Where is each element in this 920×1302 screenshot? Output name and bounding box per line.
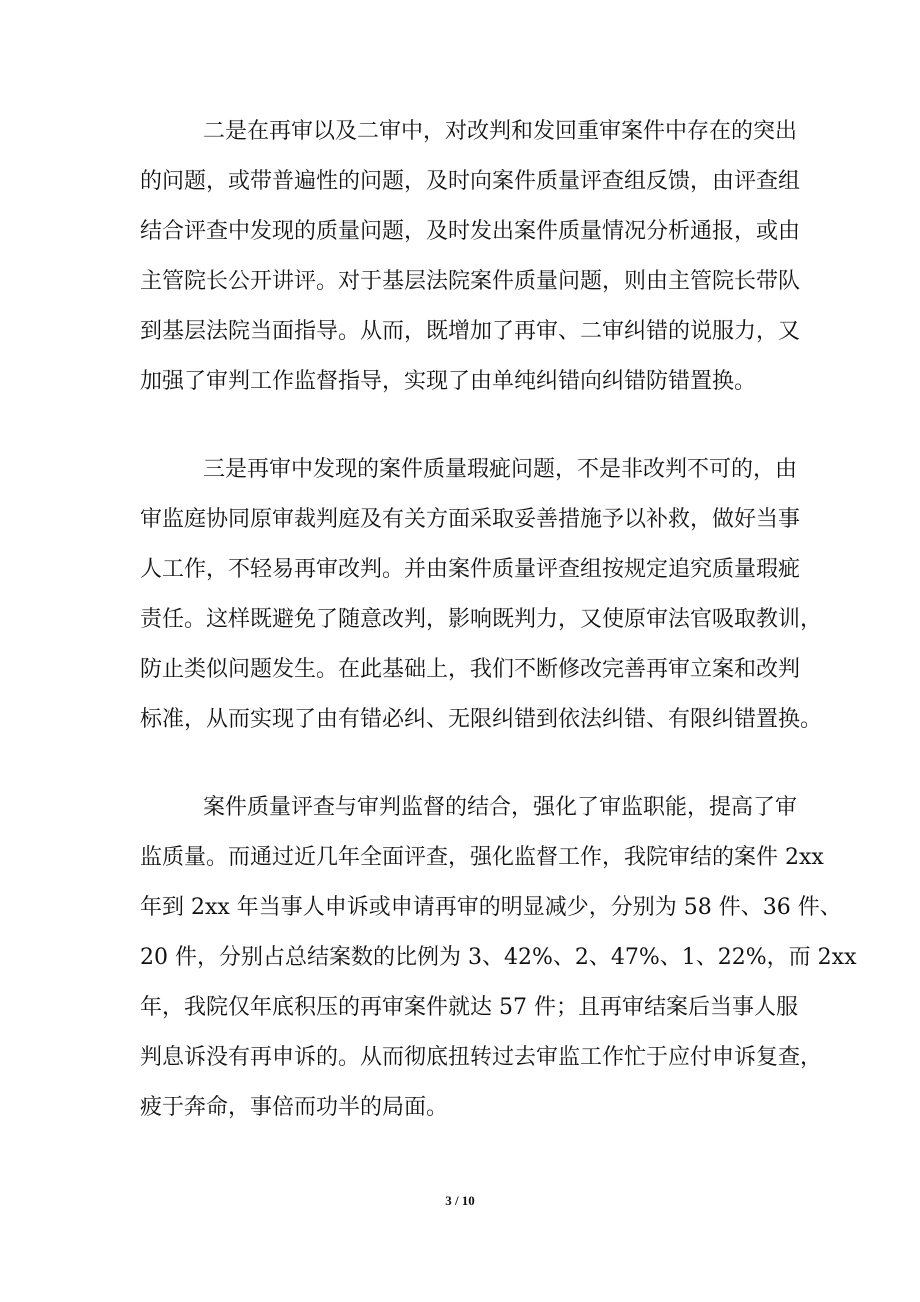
- paragraph-line: 判息诉没有再申诉的。从而彻底扭转过去审监工作忙于应付申诉复查，: [140, 1045, 823, 1070]
- paragraph-line: 加强了审判工作监督指导，实现了由单纯纠错向纠错防错置换。: [140, 369, 757, 394]
- paragraph-line: 防止类似问题发生。在此基础上，我们不断修改完善再审立案和改判: [140, 657, 801, 682]
- paragraph-line: 责任。这样既避免了随意改判，影响既判力，又使原审法官吸取教训，: [140, 607, 823, 632]
- paragraph-line: 案件质量评查与审判监督的结合，强化了审监职能，提高了审: [203, 795, 798, 820]
- page-number: 3 / 10: [445, 1193, 475, 1208]
- paragraph-line: 审监庭协同原审裁判庭及有关方面采取妥善措施予以补救，做好当事: [140, 507, 801, 532]
- paragraph-line: 三是再审中发现的案件质量瑕疵问题，不是非改判不可的，由: [203, 457, 798, 482]
- paragraph-line: 结合评查中发现的质量问题，及时发出案件质量情况分析通报，或由: [140, 219, 801, 244]
- paragraph-line: 疲于奔命，事倍而功半的局面。: [140, 1095, 449, 1120]
- paragraph-line: 20 件，分别占总结案数的比例为 3、42%、2、47%、1、22%，而 2xx: [140, 945, 857, 970]
- paragraph-line: 人工作，不轻易再审改判。并由案件质量评查组按规定追究质量瑕疵: [140, 557, 801, 582]
- paragraph-line: 标准，从而实现了由有错必纠、无限纠错到依法纠错、有限纠错置换。: [140, 707, 823, 732]
- paragraph-line: 年到 2xx 年当事人申诉或申请再审的明显减少，分别为 58 件、36 件、: [140, 895, 842, 920]
- paragraph-line: 二是在再审以及二审中，对改判和发回重审案件中存在的突出: [203, 119, 798, 144]
- paragraph-line: 主管院长公开讲评。对于基层法院案件质量问题，则由主管院长带队: [140, 269, 801, 294]
- paragraph-line: 监质量。而通过近几年全面评查，强化监督工作，我院审结的案件 2xx: [140, 845, 824, 870]
- paragraph-line: 的问题，或带普遍性的问题，及时向案件质量评查组反馈，由评查组: [140, 169, 801, 194]
- paragraph-line: 年，我院仅年底积压的再审案件就达 57 件；且再审结案后当事人服: [140, 995, 798, 1020]
- paragraph-line: 到基层法院当面指导。从而，既增加了再审、二审纠错的说服力，又: [140, 319, 801, 344]
